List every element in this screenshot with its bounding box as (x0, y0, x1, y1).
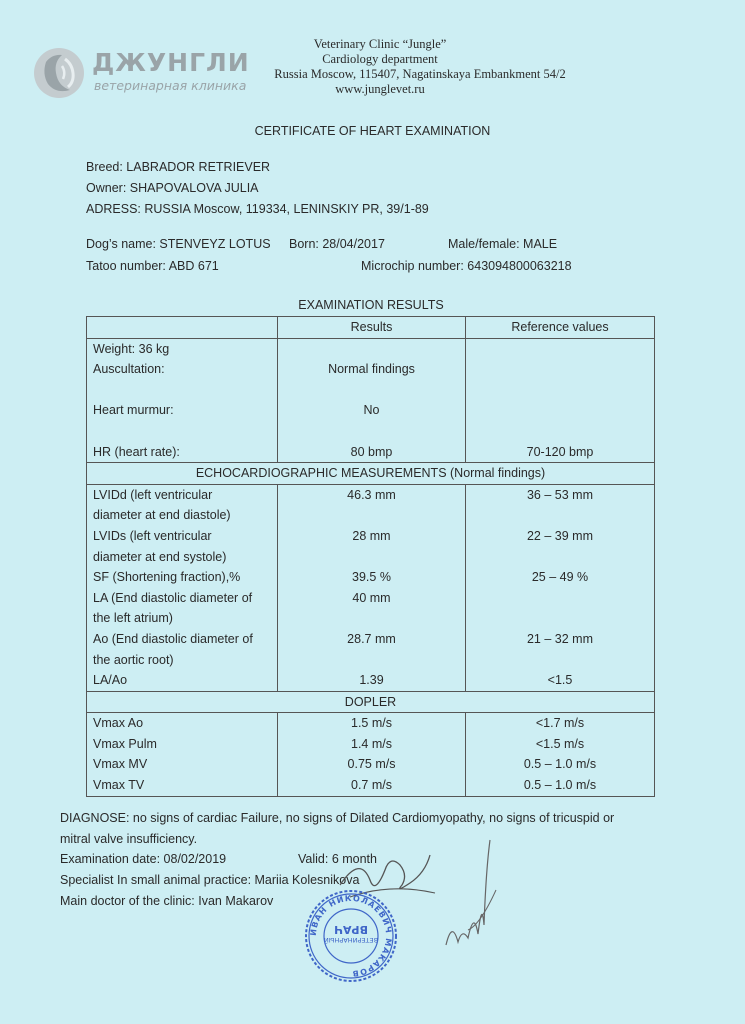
echo-result: 46.3 mm (347, 487, 396, 502)
diagnose-line-1: DIAGNOSE: no signs of cardiac Failure, no signs of Dilated Cardiomyopathy, no signs of tricuspid or (60, 811, 615, 825)
echo-result: 39.5 % (352, 570, 391, 585)
dog-name: Dog’s name: STENVEYZ LOTUS (86, 237, 271, 251)
echo-result: 1.39 (359, 673, 384, 688)
murmur-result: No (363, 403, 380, 418)
exam-table (86, 316, 655, 797)
echo-reference (472, 588, 648, 609)
hr-label: HR (heart rate): (93, 444, 180, 459)
doppler-reference: <1.7 m/s (535, 716, 585, 731)
auscultation-label: Auscultation: (93, 362, 165, 377)
doctor-stamp (303, 888, 399, 984)
doppler-label: Vmax TV (93, 778, 145, 793)
exam-results-title: EXAMINATION RESULTS (298, 298, 444, 312)
sex: Male/female: MALE (448, 237, 558, 251)
doppler-label: Vmax Pulm (93, 736, 157, 751)
breed: Breed: LABRADOR RETRIEVER (86, 160, 271, 174)
echo-reference: 36 – 53 mm (526, 487, 593, 502)
doppler-section-title: DOPLER (87, 691, 655, 713)
microchip-number: Microchip number: 643094800063218 (361, 259, 572, 273)
hr-reference: 70-120 bmp (526, 444, 594, 459)
section-row (87, 691, 655, 713)
echo-result: 28.7 mm (347, 631, 396, 646)
stamp-ring-text: ИВАН НИКОЛАЕВИЧ МАКАРОВ (308, 893, 394, 979)
echo-result: 28 mm (352, 528, 391, 543)
certificate-title: CERTIFICATE OF HEART EXAMINATION (254, 124, 491, 138)
doppler-result: 0.7 m/s (351, 778, 392, 793)
auscultation-result: Normal findings (328, 362, 415, 377)
doppler-reference: <1.5 m/s (535, 736, 585, 751)
doppler-result: 1.4 m/s (351, 736, 392, 751)
doppler-label: Vmax MV (93, 757, 148, 772)
owner: Owner: SHAPOVALOVA JULIA (86, 181, 259, 195)
clinic-address: Russia Moscow, 115407, Nagatinskaya Embankment 54/2 (274, 67, 566, 81)
echo-label: diameter at end diastole) (93, 508, 231, 523)
doppler-label: Vmax Ao (93, 716, 144, 731)
echo-reference: 22 – 39 mm (526, 528, 593, 543)
clinic-logo (32, 44, 250, 104)
clinic-department: Cardiology department (322, 52, 438, 66)
echo-reference: 25 – 49 % (531, 570, 589, 585)
doppler-result: 1.5 m/s (351, 716, 392, 731)
owner-address: ADRESS: RUSSIA Moscow, 119334, LENINSKIY PR, 39/1-89 (86, 202, 429, 216)
clinic-name: Veterinary Clinic “Jungle” (313, 37, 447, 51)
stamp-center-line-2: ВРАЧ (334, 923, 368, 936)
echo-section-title: ECHOCARDIOGRAPHIC MEASUREMENTS (Normal findings) (87, 463, 655, 485)
main-doctor-signature (438, 830, 508, 960)
specialist: Specialist In small animal practice: Mariia Kolesnikova (60, 873, 360, 887)
table-row (87, 713, 655, 796)
echo-label: Ao (End diastolic diameter of (93, 631, 253, 646)
reference-column-header: Reference values (466, 317, 655, 339)
stamp-center-line-1: ВЕТЕРИНАРНЫЙ (323, 936, 379, 944)
table-row (87, 484, 655, 691)
echo-label: the aortic root) (93, 652, 174, 667)
tattoo-number: Tatoo number: ABD 671 (86, 259, 219, 273)
clinic-website: www.junglevet.ru (335, 82, 425, 96)
results-column-header: Results (278, 317, 466, 339)
murmur-label: Heart murmur: (93, 403, 174, 418)
echo-label: LVIDd (left ventricular (93, 487, 213, 502)
doppler-reference: 0.5 – 1.0 m/s (523, 757, 597, 772)
born-date: Born: 28/04/2017 (289, 237, 385, 251)
validity: Valid: 6 month (298, 852, 377, 866)
echo-label: LA/Ao (93, 673, 128, 688)
examination-date: Examination date: 08/02/2019 (60, 852, 227, 866)
echo-label: LVIDs (left ventricular (93, 528, 212, 543)
doppler-reference: 0.5 – 1.0 m/s (523, 778, 597, 793)
logo-subtitle: ветеринарная клиника (94, 78, 247, 93)
echo-reference: <1.5 (547, 673, 573, 688)
echo-label: the left atrium) (93, 611, 173, 626)
logo-name: ДЖУНГЛИ (92, 48, 250, 77)
echo-result: 40 mm (352, 590, 391, 605)
table-row (87, 338, 655, 463)
tiger-logo-icon (32, 46, 86, 100)
diagnose-line-2: mitral valve insufficiency. (60, 832, 198, 846)
echo-reference: 21 – 32 mm (526, 631, 593, 646)
echo-label: diameter at end systole) (93, 549, 227, 564)
echo-label: LA (End diastolic diameter of (93, 590, 253, 605)
echo-label: SF (Shortening fraction),% (93, 570, 241, 585)
weight-label: Weight: 36 kg (93, 341, 170, 356)
section-row (87, 463, 655, 485)
table-header-row (87, 317, 655, 339)
hr-result: 80 bmp (350, 444, 393, 459)
doppler-result: 0.75 m/s (347, 757, 396, 772)
main-doctor: Main doctor of the clinic: Ivan Makarov (60, 894, 274, 908)
